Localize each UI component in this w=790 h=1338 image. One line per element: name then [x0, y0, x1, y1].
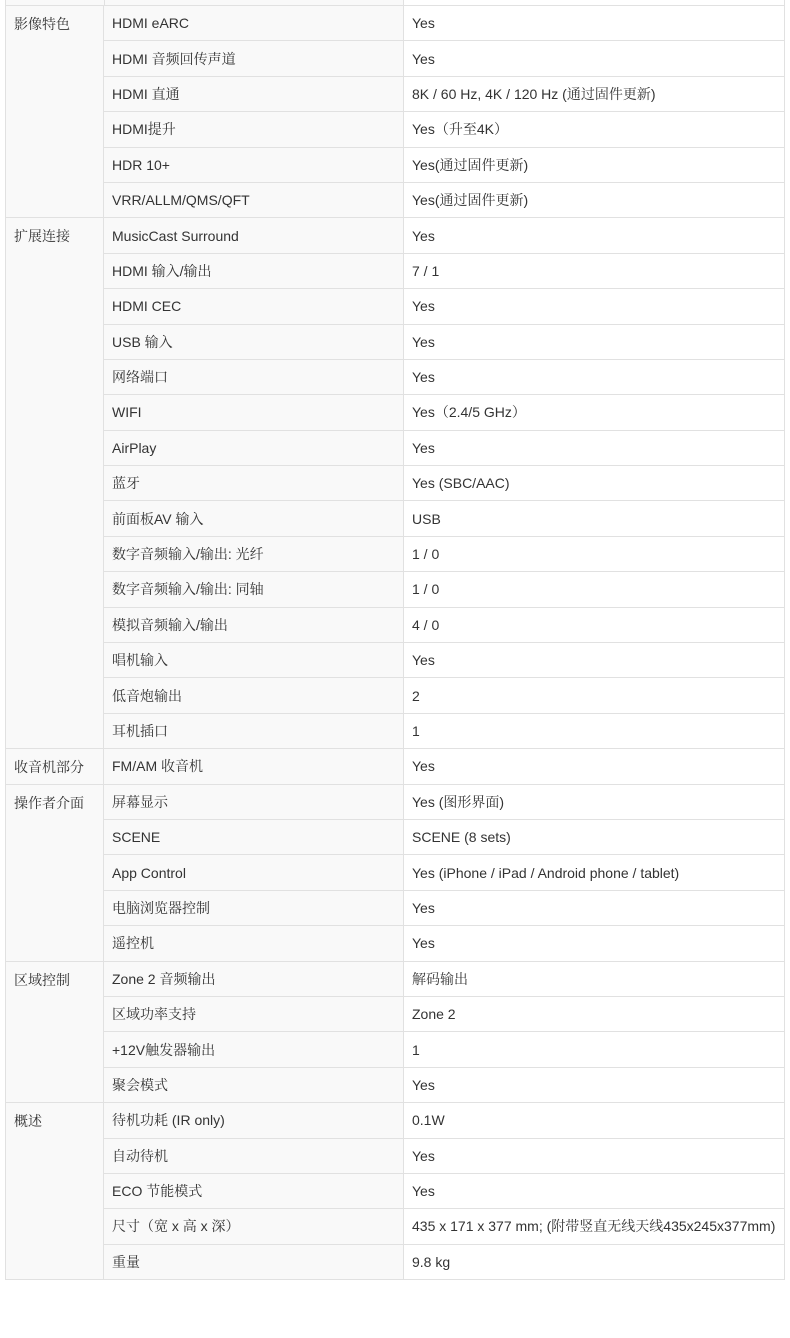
category-cell: 收音机部分 [6, 749, 104, 784]
feature-cell: 电脑浏览器控制 [104, 890, 404, 925]
table-row [6, 1209, 785, 1244]
table-row [6, 6, 785, 41]
value-cell: 435 x 171 x 377 mm; (附带竖直无线天线435x245x377mm) [404, 1209, 785, 1244]
value-cell: 0.1W [404, 1103, 785, 1138]
table-row [6, 784, 785, 819]
feature-cell: WIFI [104, 395, 404, 430]
feature-cell: 聚会模式 [104, 1067, 404, 1102]
value-cell: Yes [404, 430, 785, 465]
value-cell: Yes [404, 643, 785, 678]
value-cell: Yes [404, 749, 785, 784]
table-row [6, 536, 785, 571]
feature-cell: 网络端口 [104, 359, 404, 394]
feature-cell: 遥控机 [104, 926, 404, 961]
value-cell: Yes [404, 1173, 785, 1208]
table-row [6, 76, 785, 111]
value-cell: Yes [404, 41, 785, 76]
feature-cell: HDR 10+ [104, 147, 404, 182]
table-row [6, 890, 785, 925]
value-cell: Yes（升至4K） [404, 112, 785, 147]
table-row [6, 430, 785, 465]
value-cell: Zone 2 [404, 996, 785, 1031]
table-row [6, 1067, 785, 1102]
table-row [6, 572, 785, 607]
table-row [6, 41, 785, 76]
table-row [6, 819, 785, 854]
table-row [6, 607, 785, 642]
feature-cell: 模拟音频输入/输出 [104, 607, 404, 642]
feature-cell: 耳机插口 [104, 713, 404, 748]
value-cell: Yes [404, 218, 785, 253]
feature-cell: HDMI提升 [104, 112, 404, 147]
table-row [6, 643, 785, 678]
feature-cell: HDMI 直通 [104, 76, 404, 111]
category-cell: 操作者介面 [6, 784, 104, 961]
table-row [6, 1138, 785, 1173]
value-cell: 1 [404, 1032, 785, 1067]
value-cell: Yes [404, 890, 785, 925]
feature-cell: USB 输入 [104, 324, 404, 359]
table-row [6, 1244, 785, 1279]
table-row [6, 395, 785, 430]
table-row [6, 289, 785, 324]
table-row [6, 713, 785, 748]
table-row [6, 1103, 785, 1138]
feature-cell: 屏幕显示 [104, 784, 404, 819]
table-row [6, 359, 785, 394]
spec-table-body [6, 6, 785, 1280]
feature-cell: HDMI eARC [104, 6, 404, 41]
feature-cell: App Control [104, 855, 404, 890]
category-cell: 概述 [6, 1103, 104, 1280]
category-cell: 扩展连接 [6, 218, 104, 749]
table-row [6, 1032, 785, 1067]
feature-cell: MusicCast Surround [104, 218, 404, 253]
feature-cell: 区域功率支持 [104, 996, 404, 1031]
value-cell: 2 [404, 678, 785, 713]
value-cell: Yes [404, 926, 785, 961]
feature-cell: 重量 [104, 1244, 404, 1279]
category-cell: 区域控制 [6, 961, 104, 1103]
feature-cell: HDMI 输入/输出 [104, 253, 404, 288]
value-cell: USB [404, 501, 785, 536]
feature-cell: HDMI CEC [104, 289, 404, 324]
table-row [6, 253, 785, 288]
value-cell: SCENE (8 sets) [404, 819, 785, 854]
feature-cell: 蓝牙 [104, 466, 404, 501]
value-cell: Yes（2.4/5 GHz） [404, 395, 785, 430]
table-row [6, 1173, 785, 1208]
value-cell: 4 / 0 [404, 607, 785, 642]
spec-table [5, 5, 785, 1280]
table-row [6, 466, 785, 501]
feature-cell: 数字音频输入/输出: 同轴 [104, 572, 404, 607]
value-cell: 7 / 1 [404, 253, 785, 288]
table-row [6, 961, 785, 996]
feature-cell: 待机功耗 (IR only) [104, 1103, 404, 1138]
value-cell: Yes [404, 1067, 785, 1102]
value-cell: Yes (iPhone / iPad / Android phone / tablet) [404, 855, 785, 890]
feature-cell: 数字音频输入/输出: 光纤 [104, 536, 404, 571]
value-cell: 1 / 0 [404, 536, 785, 571]
feature-cell: 尺寸（宽 x 高 x 深） [104, 1209, 404, 1244]
value-cell: Yes(通过固件更新) [404, 147, 785, 182]
feature-cell: FM/AM 收音机 [104, 749, 404, 784]
value-cell: 1 [404, 713, 785, 748]
table-row [6, 147, 785, 182]
feature-cell: SCENE [104, 819, 404, 854]
value-cell: Yes [404, 6, 785, 41]
feature-cell: 自动待机 [104, 1138, 404, 1173]
value-cell: 1 / 0 [404, 572, 785, 607]
table-row [6, 501, 785, 536]
feature-cell: Zone 2 音频输出 [104, 961, 404, 996]
value-cell: 8K / 60 Hz, 4K / 120 Hz (通过固件更新) [404, 76, 785, 111]
table-row [6, 855, 785, 890]
table-row [6, 324, 785, 359]
value-cell: Yes(通过固件更新) [404, 182, 785, 217]
value-cell: Yes (图形界面) [404, 784, 785, 819]
table-row [6, 218, 785, 253]
feature-cell: VRR/ALLM/QMS/QFT [104, 182, 404, 217]
feature-cell: +12V触发器输出 [104, 1032, 404, 1067]
value-cell: Yes [404, 324, 785, 359]
feature-cell: 唱机输入 [104, 643, 404, 678]
table-row [6, 678, 785, 713]
table-row [6, 749, 785, 784]
feature-cell: ECO 节能模式 [104, 1173, 404, 1208]
table-row [6, 926, 785, 961]
feature-cell: AirPlay [104, 430, 404, 465]
feature-cell: HDMI 音频回传声道 [104, 41, 404, 76]
table-row [6, 182, 785, 217]
value-cell: Yes [404, 289, 785, 324]
category-cell: 影像特色 [6, 6, 104, 218]
feature-cell: 低音炮输出 [104, 678, 404, 713]
value-cell: 解码输出 [404, 961, 785, 996]
feature-cell: 前面板AV 输入 [104, 501, 404, 536]
value-cell: Yes [404, 1138, 785, 1173]
table-row [6, 112, 785, 147]
value-cell: 9.8 kg [404, 1244, 785, 1279]
table-row [6, 996, 785, 1031]
value-cell: Yes (SBC/AAC) [404, 466, 785, 501]
value-cell: Yes [404, 359, 785, 394]
